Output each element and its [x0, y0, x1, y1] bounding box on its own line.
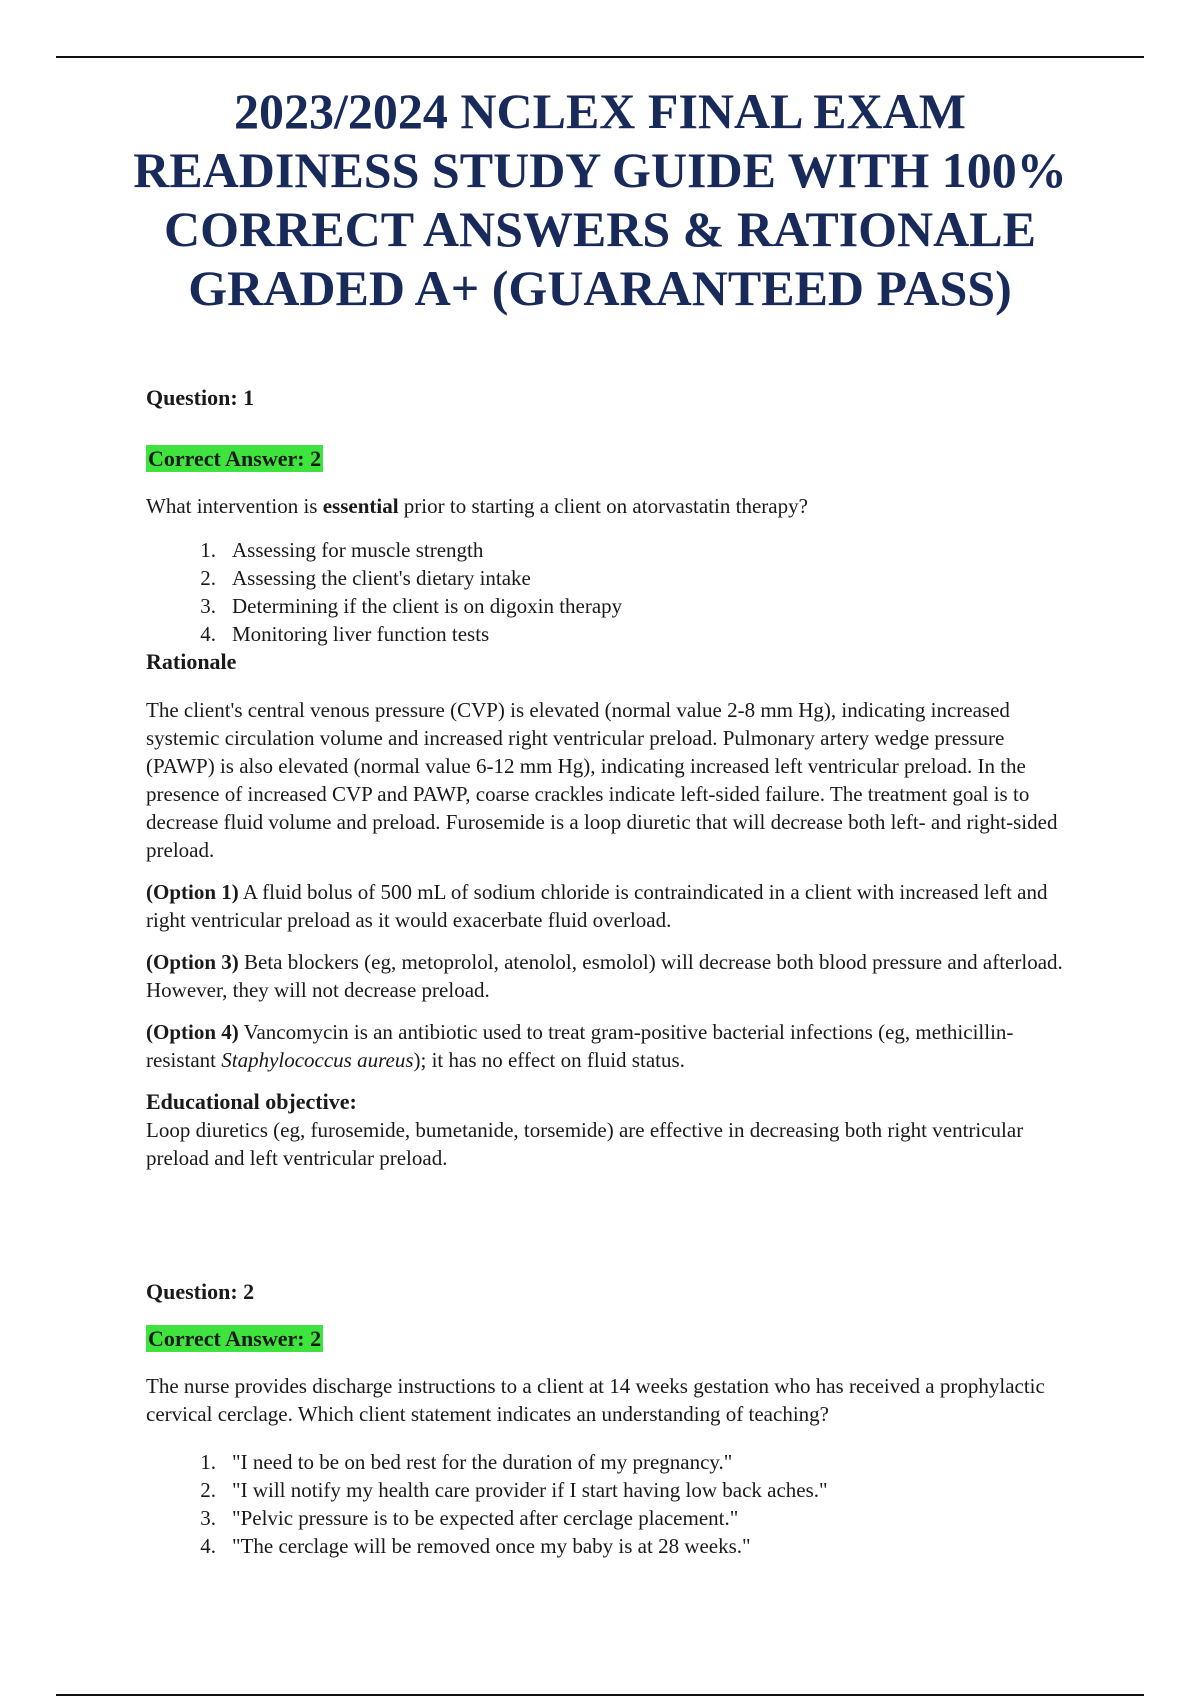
- question-2-answer-row: [146, 1325, 1076, 1353]
- bottom-rule: [56, 1694, 1144, 1696]
- rationale-paragraph: The client's central venous pressure (CVP) is elevated (normal value 2-8 mm Hg), indicating increased systemic circulation volume and increased right ventricular preload. Pulmonary artery wedge pressure (PAWP) is also elevated (normal value 6-12 mm Hg), indicating increased left ventricular preload. In the presence of increased CVP and PAWP, coarse crackles indicate left-sided failure. The treatment goal is to decrease fluid volume and preload. Furosemide is a loop diuretic that will decrease both left- and right-sided preload.: [146, 698, 1058, 862]
- option-item: 4. Monitoring liver function tests: [200, 622, 490, 646]
- question-1-stem: [146, 492, 1076, 520]
- objective-heading: Educational objective:: [146, 1089, 357, 1114]
- document-title: [70, 82, 1130, 318]
- question-2-stem: The nurse provides discharge instructions to a client at 14 weeks gestation who has received a prophylactic cervical cerclage. Which client statement indicates an understanding of teaching?: [146, 1374, 1045, 1426]
- option-item: 2. "I will notify my health care provider if I start having low back aches.": [200, 1478, 828, 1502]
- options-list: [146, 1448, 1076, 1560]
- question-number: Question: 1: [146, 385, 255, 410]
- options-list: [146, 536, 1076, 648]
- question-1-options: [146, 536, 1076, 676]
- correct-answer-badge: Correct Answer: 2: [148, 1326, 322, 1351]
- educational-objective: [146, 1088, 1076, 1172]
- option-3-explanation: (Option 3) Beta blockers (eg, metoprolol, atenolol, esmolol) will decrease both blood pressure and afterload. However, they will not decrease preload.: [146, 950, 1063, 1002]
- option-4-explanation: (Option 4) Vancomycin is an antibiotic used to treat gram-positive bacterial infections (eg, methicillin- resistant Staphylococcus aureus); it has no effect on fluid status.: [146, 1020, 1014, 1072]
- title-line: CORRECT ANSWERS & RATIONALE: [164, 201, 1036, 257]
- correct-answer-badge: Correct Answer: 2: [148, 446, 322, 471]
- option-item: 3. Determining if the client is on digoxin therapy: [200, 594, 623, 618]
- option-item: 4. "The cerclage will be removed once my baby is at 28 weeks.": [200, 1534, 751, 1558]
- option-1-explanation: (Option 1) A fluid bolus of 500 mL of sodium chloride is contraindicated in a client with increased left and right ventricular preload as it would exacerbate fluid overload.: [146, 880, 1048, 932]
- option-item: 1. Assessing for muscle strength: [200, 538, 484, 562]
- question-1-answer-row: [146, 445, 1076, 473]
- stem-text: What intervention is: [146, 494, 323, 518]
- question-number: Question: 2: [146, 1279, 255, 1304]
- option-item: 1. "I need to be on bed rest for the duration of my pregnancy.": [200, 1450, 733, 1474]
- option-item: 2. Assessing the client's dietary intake: [200, 566, 531, 590]
- stem-emphasis: essential: [322, 494, 399, 518]
- question-2-options: [146, 1448, 1076, 1560]
- stem-text: prior to starting a client on atorvastatin therapy?: [398, 494, 808, 518]
- option-item: 3. "Pelvic pressure is to be expected after cerclage placement.": [200, 1506, 739, 1530]
- question-1-heading: [146, 384, 1076, 412]
- title-line: GRADED A+ (GUARANTEED PASS): [188, 260, 1012, 316]
- top-rule: [56, 56, 1144, 58]
- rationale-heading: Rationale: [146, 649, 237, 674]
- title-line: 2023/2024 NCLEX FINAL EXAM: [234, 83, 966, 139]
- title-line: READINESS STUDY GUIDE WITH 100%: [133, 142, 1067, 198]
- question-2-heading: [146, 1278, 1076, 1306]
- objective-text: Loop diuretics (eg, furosemide, bumetanide, torsemide) are effective in decreasing both right ventricular preload and left ventricular preload.: [146, 1118, 1024, 1170]
